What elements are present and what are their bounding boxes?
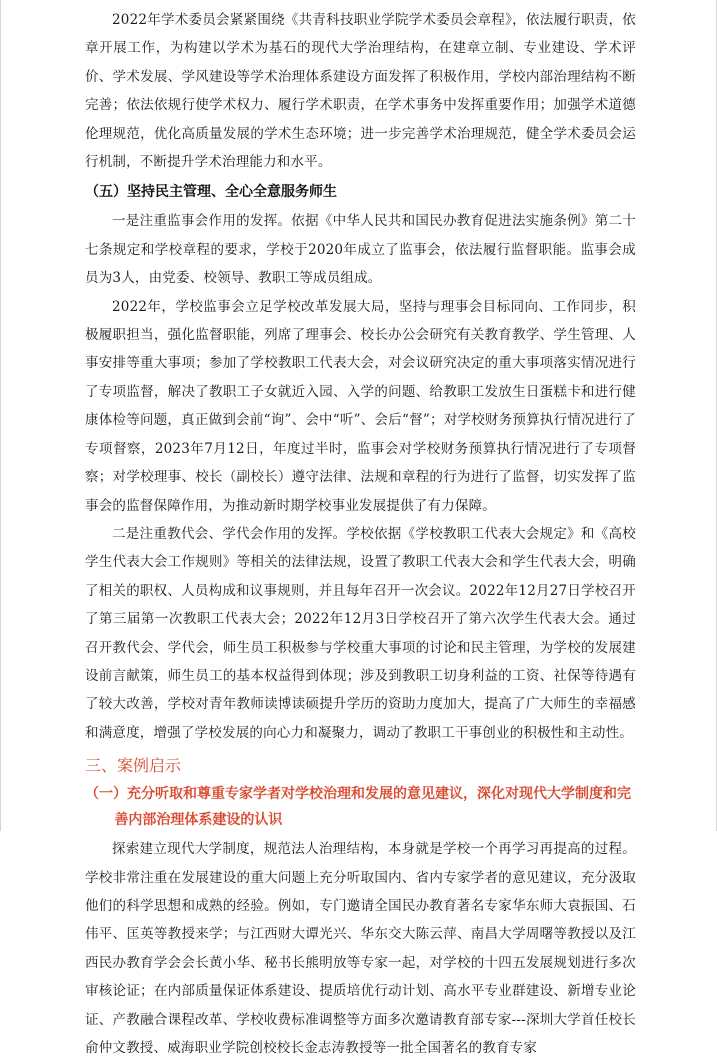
subheading-democratic-management: （五）坚持民主管理、全心全意服务师生	[85, 184, 337, 201]
paragraph-staff-student-congress: 二是注重教代会、学代会作用的发挥。学校依据《学校教职工代表大会规定》和《高校学生代表大会工作规则》等相关的法律法规，设置了教职工代表大会和学生代表大会，明确了相关的职权、人员构成和议事规则，并且每年召开一次会议。2022年12月27日学校召开了第三届第一次教职工代表大会；2022年12月3日学校召开了第六次学生代表大会。通过召开教代会、学代会，师生员工积极参与学校重大事项的讨论和民主管理，为学校的发展建设前言献策，师生员工的基本权益得到体现；涉及到教职工切身利益的工资、社保等待遇有了较大改善，学校对青年教师读博读硕提升学历的资助力度加大，提高了广大师生的幸福感和满意度，增强了学校发展的向心力和凝聚力，调动了教职工干事创业的积极性和主动性。	[85, 525, 636, 741]
page-content	[85, 6, 636, 1062]
paragraph-supervisory-board: 一是注重监事会作用的发挥。依据《中华人民共和国民办教育促进法实施条例》第二十七条规定和学校章程的要求，学校于2020年成立了监事会，依法履行监督职能。监事会成员为3人，由党委、校领导、教职工等成员组成。	[85, 213, 636, 287]
subheading-expert-advice: （一）充分听取和尊重专家学者对学校治理和发展的意见建议，深化对现代大学制度和完善内部治理体系建设的认识	[85, 786, 631, 829]
paragraph-modern-university-system: 探索建立现代大学制度，规范法人治理结构，本身就是学校一个再学习再提高的过程。学校非常注重在发展建设的重大问题上充分听取国内、省内专家学者的意见建议，充分汲取他们的科学思想和成熟的经验。例如，专门邀请全国民办教育著名专家华东师大袁振国、石伟平、匡英等教授来学；与江西财大谭光兴、华东交大陈云萍、南昌大学周曙等教授以及江西民办教育学会会长黄小华、秘书长熊明放等专家一起，对学校的十四五发展规划进行多次审核论证；在内部质量保证体系建设、提质培优行动计划、高水平专业群建设、新增专业论证、产教融合课程改革、学校收费标准调整等方面多次邀请教育部专家---深圳大学首任校长俞仲文教授、威海职业学院创校校长金志涛教授等一批全国著名的教育专家	[85, 841, 636, 1056]
section-heading-case-insights: 三、案例启示	[85, 756, 182, 776]
paragraph-academic-committee: 2022年学术委员会紧紧围绕《共青科技职业学院学术委员会章程》，依法履行职责，依章开展工作，为构建以学术为基石的现代大学治理结构，在建章立制、专业建设、学术评价、学术发展、学风建设等学术治理体系建设方面发挥了积极作用，学校内部治理结构不断完善；依法依规行使学术权力、履行学术职责，在学术事务中发挥重要作用；加强学术道德伦理规范，优化高质量发展的学术生态环境；进一步完善学术治理规范，健全学术委员会运行机制，不断提升学术治理能力和水平。	[85, 12, 636, 171]
paragraph-supervisory-board-2022: 2022年，学校监事会立足学校改革发展大局，坚持与理事会目标同向、工作同步，积极履职担当，强化监督职能，列席了理事会、校长办公会研究有关教育教学、学生管理、人事安排等重大事项；参加了学校教职工代表大会，对会议研究决定的重大事项落实情况进行了专项监督，解决了教职工子女就近入园、入学的问题、给教职工发放生日蛋糕卡和进行健康体检等问题，真正做到会前“询”、会中“听”、会后“督”；对学校财务预算执行情况进行了专项督察，2023年7月12日，年度过半时，监事会对学校财务预算执行情况进行了专项督察；对学校理事、校长（副校长）遵守法律、法规和章程的行为进行了监督，切实发挥了监事会的监督保障作用，为推动新时期学校事业发展提供了有力保障。	[85, 298, 636, 514]
